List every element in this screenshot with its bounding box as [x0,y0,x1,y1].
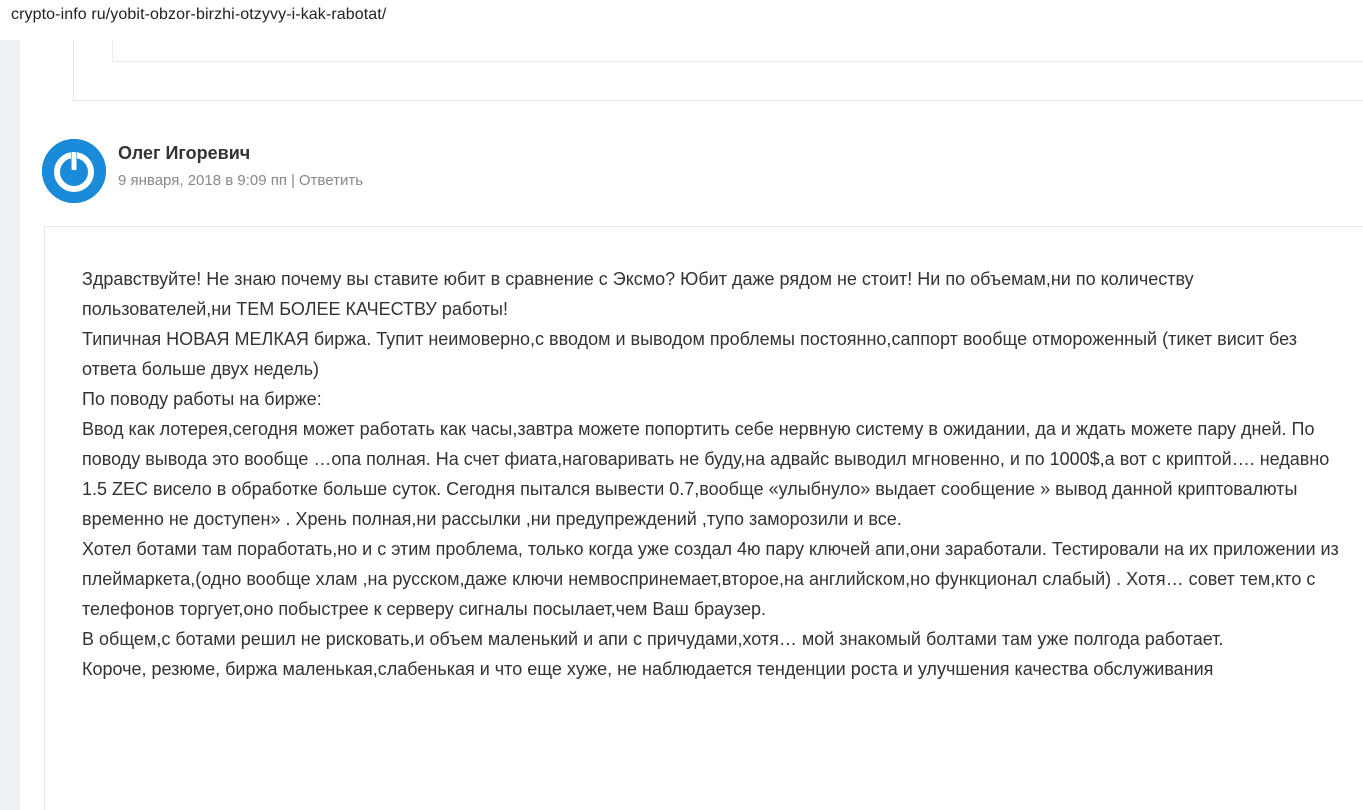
comment-paragraph: По поводу работы на бирже: [82,389,322,409]
comment-author: Олег Игоревич [118,143,251,163]
power-icon [42,139,106,203]
comment-paragraph: В общем,с ботами решил не рисковать,и объем маленький и апи с причудами,хотя… мой знакомый болтами там уже полгода работает. [82,629,1224,649]
avatar [42,139,106,203]
comment-body [82,264,1342,684]
comment-paragraph: Короче, резюме, биржа маленькая,слабенькая и что еще хуже, не наблюдается тенденции роста и улучшения качества обслуживания [82,659,1214,679]
url-text: crypto-info ru/yobit-obzor-birzhi-otzyvy-i-kak-rabotat/ [11,6,387,23]
comment-date[interactable]: 9 января, 2018 в 9:09 пп [118,172,287,189]
comment-paragraph: Хотел ботами там поработать,но и с этим проблема, только когда уже создал 4ю пару ключей апи,они заработали. Тестировали на их приложении из плеймаркета,(одно вообще хлам ,на русском,даже ключи немвоспринемает,второе,на английском,но функционал слабый) . Хотя… совет тем,кто с телефонов торгует,оно побыстрее к серверу сигналы посылает,чем Ваш браузер. [82,539,1339,619]
comment-paragraph: Ввод как лотерея,сегодня может работать как часы,завтра можете попортить себе нервную систему в ожидании, да и ждать можете пару дней. По поводу вывода это вообще …опа полная. На счет фиата,наговаривать не буду,на адвайс выводил мгновенно, и по 1000$,а вот с криптой…. недавно 1.5 ZEC висело в обработке больше суток. Сегодня пытался вывести 0.7,вообще «улыбнуло» выдает сообщение » вывод данной криптовалюты временно не доступен» . Хрень полная,ни рассылки ,ни предупреждений ,тупо заморозили и все. [82,419,1330,529]
reply-link[interactable]: Ответить [298,172,364,189]
comment-paragraph: Типичная НОВАЯ МЕЛКАЯ биржа. Тупит неимоверно,с вводом и выводом проблемы постоянно,саппорт вообще отмороженный (тикет висит без ответа больше двух недель) [82,329,1298,379]
previous-reply-box [112,40,1363,62]
meta-separator: | [290,172,295,189]
comment-paragraph: Здравствуйте! Не знаю почему вы ставите юбит в сравнение с Эксмо? Юбит даже рядом не стоит! Ни по объемам,ни по количеству пользователей,ни ТЕМ БОЛЕЕ КАЧЕСТВУ работы! [82,269,1194,319]
comment-meta [118,172,363,189]
url-bar[interactable] [0,0,1363,40]
left-sidebar-strip [0,40,20,810]
